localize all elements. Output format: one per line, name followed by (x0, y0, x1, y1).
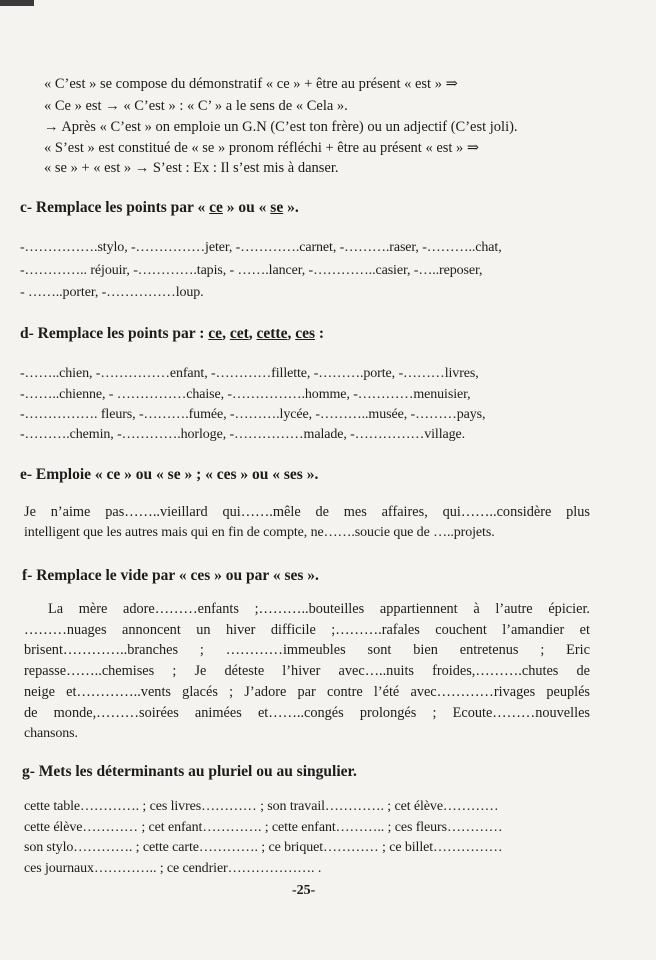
f-line-3: brisent…………..branches ; …………immeubles sont bien entretenus ; Eric (24, 642, 590, 658)
heading-f: f- Remplace le vide par « ces » ou par « ses ». (22, 567, 319, 584)
heading-c: c- Remplace les points par « ce » ou « se ». (20, 199, 299, 216)
g-line-3: son stylo…………. ; cette carte…………. ; ce briquet………… ; ce billet…………… (24, 840, 503, 855)
f-line-4: repasse……..chemises ; Je déteste l’hiver avec…..nuits froides,……….chutes de (24, 663, 590, 679)
c-line-2: -………….. réjouir, -………….tapis, - …….lancer, -…………..casier, -…..reposer, (20, 263, 483, 278)
e-line-2: intelligent que les autres mais qui en fin de compte, ne…….soucie que de …..projets. (24, 525, 495, 540)
f-line-6: de monde,………soirées animées et……..congés prolongés ; Ecoute………nouvelles (24, 705, 590, 721)
f-line-1: La mère adore………enfants ;………..bouteilles appartiennent à l’autre épicier. (48, 601, 590, 617)
d-line-1: -……..chien, -……………enfant, -…………fillette, -……….porte, -………livres, (20, 366, 479, 381)
e-line-1: Je n’aime pas……..vieillard qui…….mêle de mes affaires, qui……..considère plus (24, 504, 590, 520)
rule-line-5: « se » + « est » → S’est : Ex : Il s’est mis à danser. (44, 160, 339, 176)
f-line-2: ………nuages annoncent un hiver difficile ;……….rafales couchent l’amandier et (24, 622, 590, 638)
d-line-3: -……………. fleurs, -……….fumée, -……….lycée, -………..musée, -………pays, (20, 407, 486, 422)
heading-d: d- Remplace les points par : ce, cet, cette, ces : (20, 325, 325, 342)
d-line-4: -……….chemin, -………….horloge, -……………malade, -……………village. (20, 427, 466, 442)
rule-line-1: « C’est » se compose du démonstratif « ce » + être au présent « est » ⇒ (44, 76, 458, 92)
rule-line-2: « Ce » est → « C’est » : « C’ » a le sens de « Cela ». (44, 98, 348, 114)
heading-g: g- Mets les déterminants au pluriel ou au singulier. (22, 763, 357, 780)
g-line-1: cette table…………. ; ces livres………… ; son travail…………. ; cet élève………… (24, 799, 499, 814)
page-number: -25- (292, 883, 316, 898)
d-line-2: -……..chienne, - ……………chaise, -…………….homme, -…………menuisier, (20, 387, 471, 402)
rule-line-3: → Après « C’est » on emploie un G.N (C’est ton frère) ou un adjectif (C’est joli). (44, 119, 518, 135)
rule-line-4: « S’est » est constitué de « se » pronom réfléchi + être au présent « est » ⇒ (44, 140, 480, 156)
g-line-4: ces journaux………….. ; ce cendrier………………. . (24, 861, 322, 876)
c-line-3: - ……..porter, -……………loup. (20, 285, 204, 300)
c-line-1: -…………….stylo, -……………jeter, -………….carnet, -……….raser, -………..chat, (20, 240, 502, 255)
f-line-5: neige et…………..vents glacés ; J’adore par contre l’été avec…………rivages peuplés (24, 684, 590, 700)
g-line-2: cette élève………… ; cet enfant…………. ; cette enfant……….. ; ces fleurs………… (24, 820, 503, 835)
f-line-7: chansons. (24, 726, 78, 741)
heading-e: e- Emploie « ce » ou « se » ; « ces » ou « ses ». (20, 466, 319, 483)
